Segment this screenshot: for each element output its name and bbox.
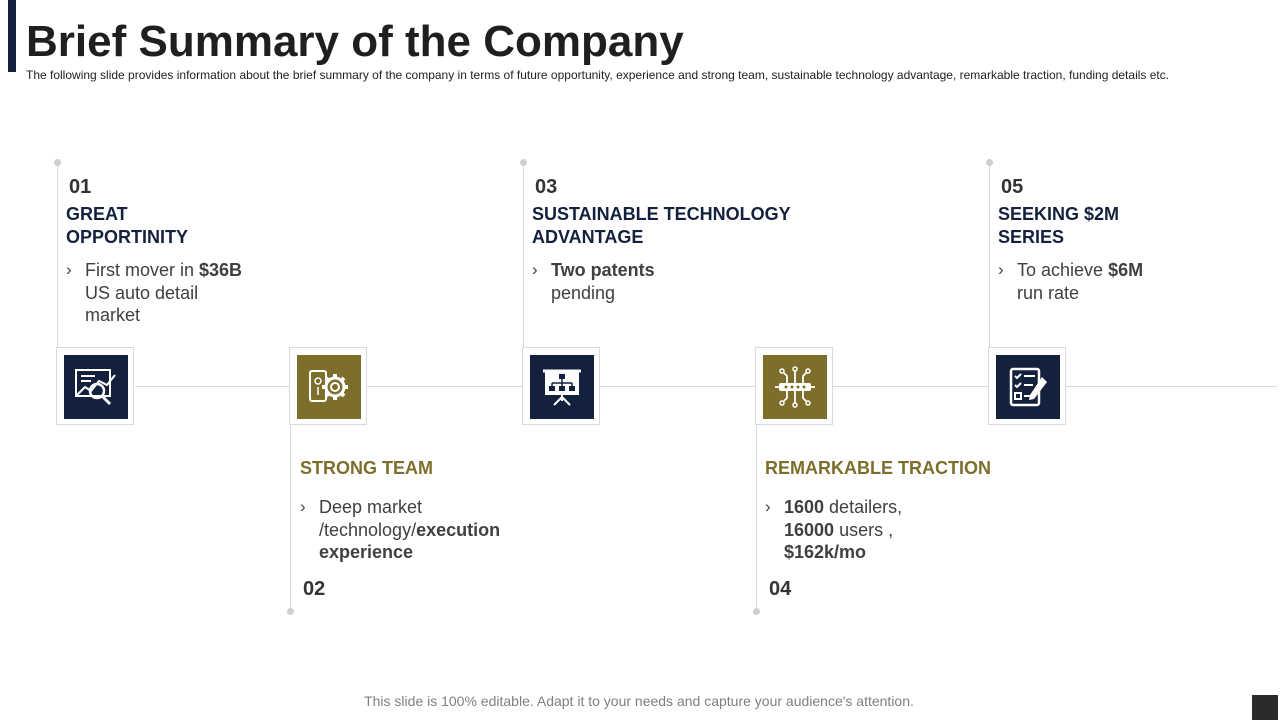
timeline-connector-05: [989, 162, 990, 348]
item-number-03: 03: [535, 176, 558, 198]
network-chip-icon: [763, 355, 827, 419]
page-subtitle: The following slide provides information about the brief summary of the company in terms of future opportunity, experience and strong team, sustainable technology advantage, remarkable traction, funding details etc.: [26, 68, 1170, 82]
timeline-dot-04: [753, 608, 760, 615]
item-icon-box-01: [56, 347, 134, 425]
timeline-dot-05: [986, 159, 993, 166]
item-icon-box-05: [988, 347, 1066, 425]
presentation-board-icon: [530, 355, 594, 419]
item-icon-box-03: [522, 347, 600, 425]
timeline-dot-01: [54, 159, 61, 166]
item-number-01: 01: [69, 176, 92, 198]
timeline-connector-03: [523, 162, 524, 348]
item-bullet-04: › 1600 detailers, 16000 users , $162k/mo: [765, 497, 903, 562]
item-bullet-05: › To achieve $6M run rate: [998, 260, 1144, 303]
item-heading-05: SEEKING $2M SERIES: [998, 204, 1120, 247]
timeline-connector-02: [290, 426, 291, 612]
item-icon-box-02: [289, 347, 367, 425]
footer-note: This slide is 100% editable. Adapt it to your needs and capture your audience's attention.: [364, 693, 914, 709]
checklist-icon: [996, 355, 1060, 419]
item-bullet-01: › First mover in $36B US auto detail market: [66, 260, 243, 325]
item-heading-04: REMARKABLE TRACTION: [765, 458, 991, 478]
item-number-04: 04: [769, 578, 792, 600]
timeline-connector-04: [756, 426, 757, 612]
timeline-dot-03: [520, 159, 527, 166]
item-number-05: 05: [1001, 176, 1024, 198]
item-bullet-03: › Two patents pending: [532, 260, 655, 303]
item-heading-03: SUSTAINABLE TECHNOLOGY ADVANTAGE: [532, 204, 791, 247]
gear-circuit-icon: [297, 355, 361, 419]
title-accent-bar: [8, 0, 16, 72]
item-heading-01: GREAT OPPORTINITY: [66, 204, 189, 247]
item-heading-02: STRONG TEAM: [300, 458, 433, 478]
item-icon-box-04: [755, 347, 833, 425]
item-number-02: 02: [303, 578, 326, 600]
page-title: Brief Summary of the Company: [26, 17, 684, 66]
item-bullet-02: › Deep market /technology/execution experience: [300, 497, 501, 562]
corner-block: [1252, 695, 1278, 720]
timeline-dot-02: [287, 608, 294, 615]
timeline-connector-01: [57, 162, 58, 348]
chart-analysis-icon: [64, 355, 128, 419]
